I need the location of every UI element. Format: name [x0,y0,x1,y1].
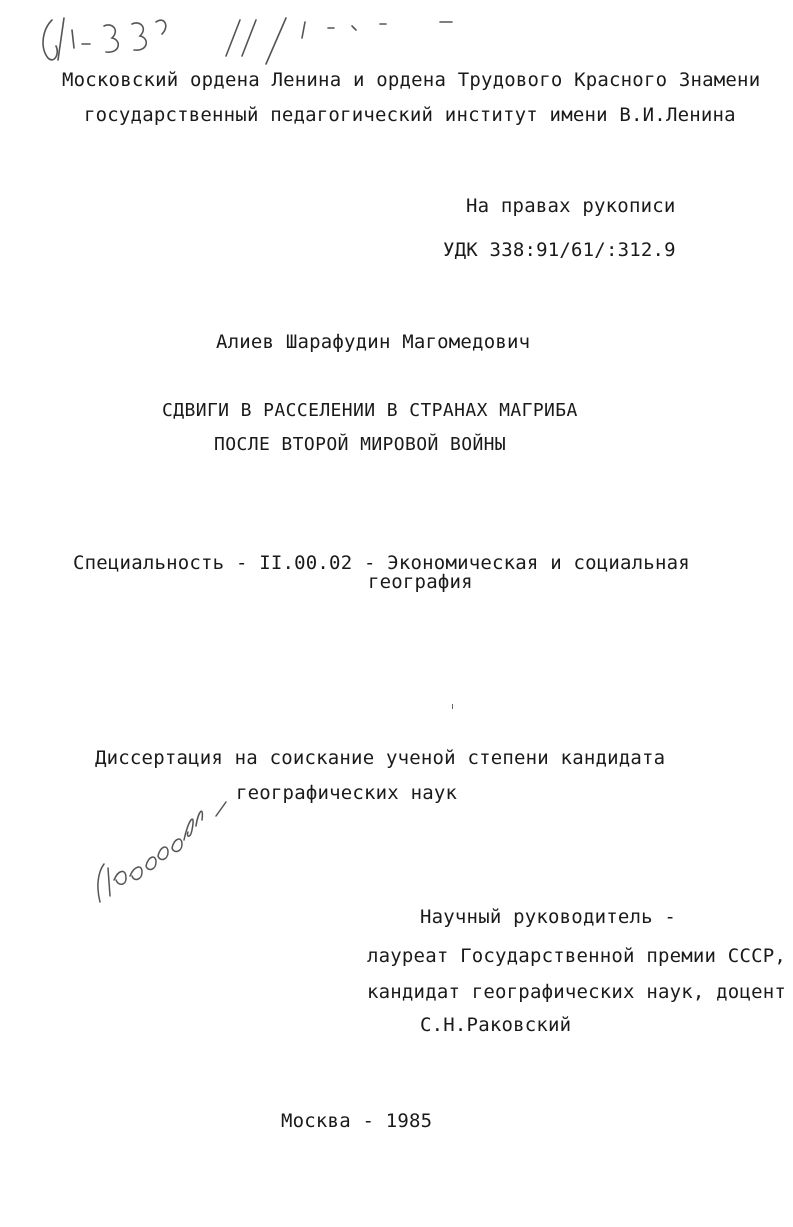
supervisor-name: С.Н.Раковский [420,1014,572,1036]
scan-speck [452,704,453,709]
specialty-line-1: Специальность - II.00.02 - Экономическая и социальная [73,552,690,574]
author-name: Алиев Шарафудин Магомедович [216,331,531,353]
manuscript-rights-note: На правах рукописи [466,195,676,217]
supervisor-degree: кандидат географических наук, доцент [367,981,787,1003]
specialty-line-2: география [368,571,473,593]
dissertation-title-line-2: ПОСЛЕ ВТОРОЙ МИРОВОЙ ВОЙНЫ [214,434,507,455]
handwritten-signature [92,790,242,910]
degree-line-2: географических наук [236,782,458,804]
institution-line-1: Московский ордена Ленина и ордена Трудового Красного Знамени [62,69,761,91]
handwritten-archive-mark [30,8,500,68]
supervisor-heading: Научный руководитель - [420,906,677,928]
institution-line-2: государственный педагогический институт имени В.И.Ленина [84,104,736,126]
degree-line-1: Диссертация на соискание ученой степени кандидата [95,747,666,769]
place-and-year: Москва - 1985 [281,1110,433,1132]
supervisor-award: лауреат Государственной премии СССР, [367,945,787,967]
dissertation-title-line-1: СДВИГИ В РАССЕЛЕНИИ В СТРАНАХ МАГРИБА [162,400,578,421]
udc-code: УДК 338:91/61/:312.9 [443,239,676,261]
